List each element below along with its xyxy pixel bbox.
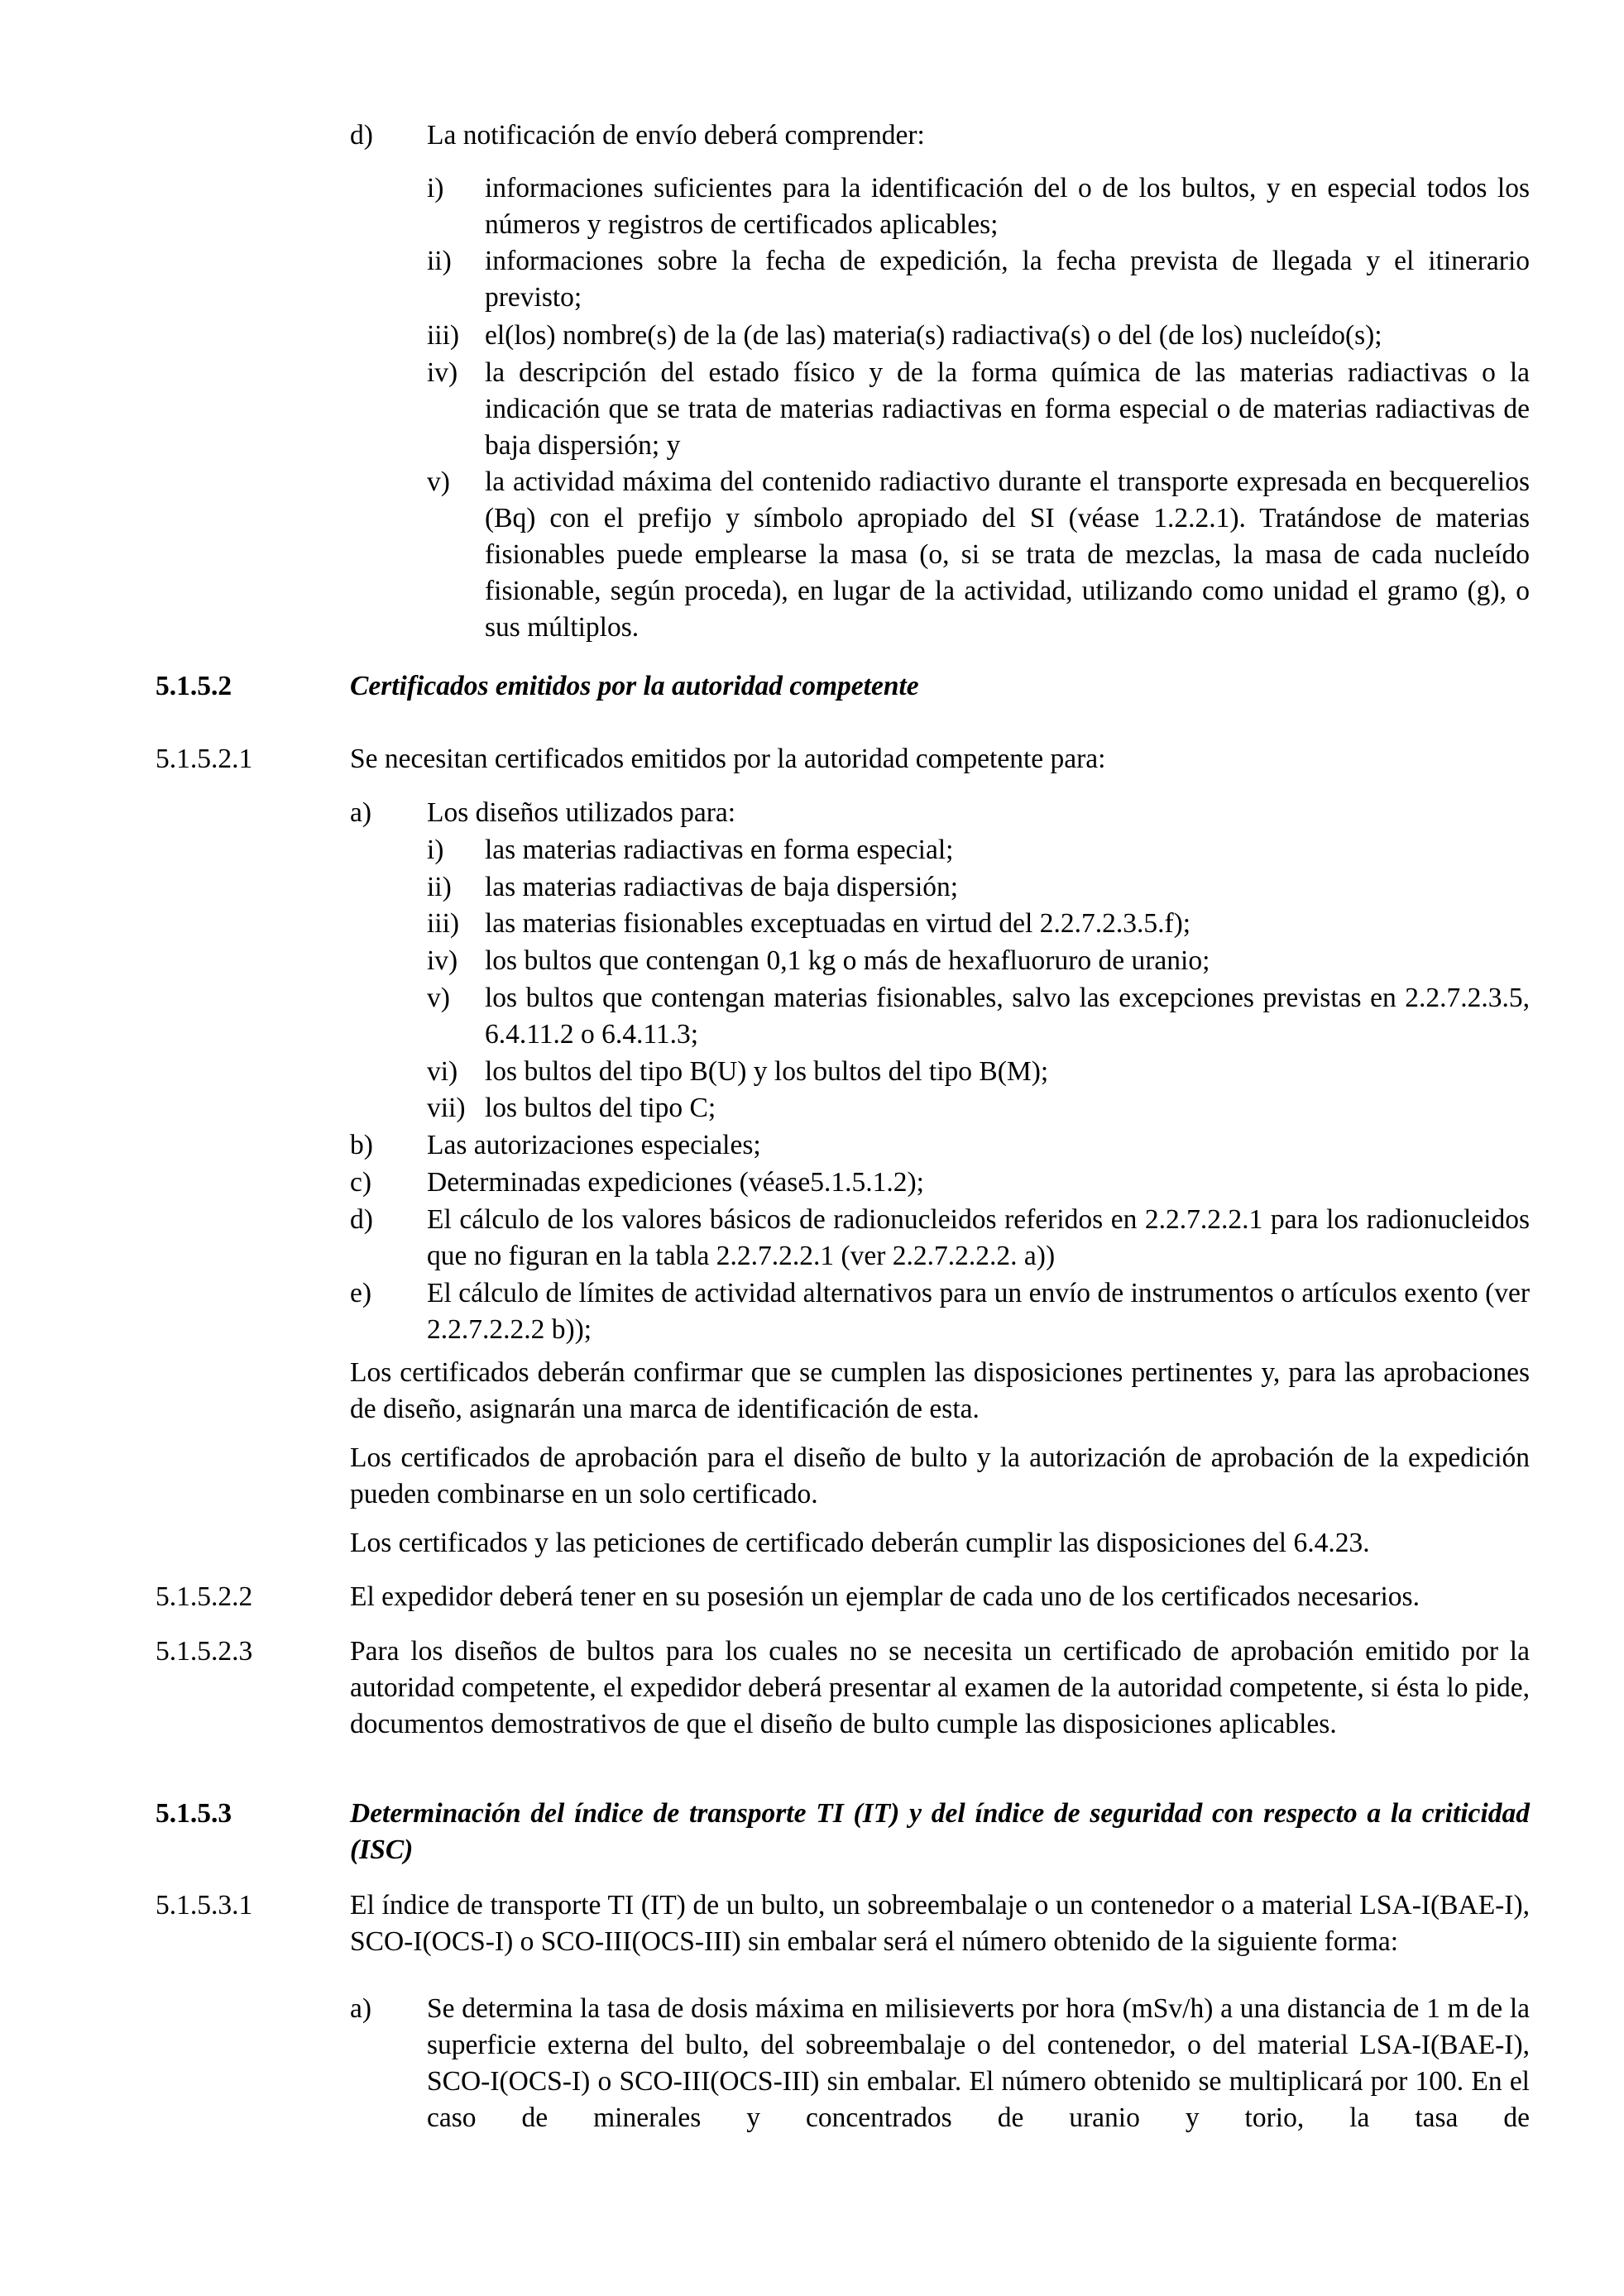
- notification-item-label: v): [427, 466, 450, 497]
- notification-item-text: la actividad máxima del contenido radiactivo durante el transporte expresada en becquerelios (Bq) con el prefijo y símbolo apropiado del SI (véase 1.2.2.1). Tratándose de materias fisionables puede emplearse la masa (o, si se trata de mezclas, la masa de cada nucleído fisionable, según proceda), en lugar de la actividad, utilizando como unidad el gramo (g), o sus múltiplos.: [485, 466, 1530, 643]
- section-title: Determinación del índice de transporte TI (IT) y del índice de seguridad con respecto a la criticidad (ISC): [350, 1798, 1530, 1865]
- subitem-label: iii): [427, 908, 460, 939]
- section-text: El índice de transporte TI (IT) de un bulto, un sobreembalaje o un contenedor o a material LSA-I(BAE-I), SCO-I(OCS-I) o SCO-III(OCS-III) sin embalar será el número obtenido de la siguiente forma:: [350, 1890, 1530, 1957]
- list-text: Las autorizaciones especiales;: [427, 1130, 761, 1160]
- list-label: b): [350, 1130, 373, 1160]
- list-text: El cálculo de límites de actividad alternativos para un envío de instrumentos o artículos exento (ver 2.2.7.2.2.2 b));: [427, 1278, 1530, 1345]
- subitem-text: las materias radiactivas en forma especial;: [485, 835, 954, 865]
- list-label: e): [350, 1278, 372, 1308]
- list-text: Los diseños utilizados para:: [427, 797, 736, 828]
- notification-item-label: iii): [427, 320, 460, 351]
- list-label: a): [350, 797, 372, 828]
- subitem-text: los bultos del tipo C;: [485, 1093, 716, 1123]
- list-label: d): [350, 1204, 373, 1235]
- notification-item-text: informaciones sobre la fecha de expedición, la fecha prevista de llegada y el itinerario previsto;: [485, 246, 1530, 313]
- list-text: El cálculo de los valores básicos de radionucleidos referidos en 2.2.7.2.2.1 para los radionucleidos que no figuran en la tabla 2.2.7.2.2.1 (ver 2.2.7.2.2.2. a)): [427, 1204, 1530, 1271]
- subitem-text: las materias radiactivas de baja dispersión;: [485, 872, 959, 902]
- subitem-label: v): [427, 983, 450, 1013]
- section-text: El expedidor deberá tener en su posesión un ejemplar de cada uno de los certificados necesarios.: [350, 1581, 1420, 1612]
- section-number: 5.1.5.3.1: [156, 1890, 253, 1921]
- list-label: c): [350, 1167, 372, 1198]
- paragraph: Los certificados y las peticiones de certificado deberán cumplir las disposiciones del 6.4.23.: [350, 1528, 1370, 1558]
- list-label: a): [350, 1993, 372, 2024]
- section-title: Certificados emitidos por la autoridad competente: [350, 671, 919, 701]
- subitem-label: i): [427, 835, 444, 865]
- section-number: 5.1.5.2.3: [156, 1636, 253, 1667]
- section-number: 5.1.5.2: [156, 671, 232, 701]
- subitem-label: vii): [427, 1093, 466, 1123]
- notification-label: d): [350, 120, 373, 151]
- subitem-label: iv): [427, 945, 458, 976]
- paragraph: Los certificados de aprobación para el diseño de bulto y la autorización de aprobación de la expedición pueden combinarse en un solo certificado.: [350, 1442, 1530, 1509]
- notification-item-label: iv): [427, 357, 458, 388]
- subitem-text: los bultos del tipo B(U) y los bultos del tipo B(M);: [485, 1056, 1049, 1087]
- paragraph: Los certificados deberán confirmar que se cumplen las disposiciones pertinentes y, para las aprobaciones de diseño, asignarán una marca de identificación de esta.: [350, 1357, 1530, 1424]
- notification-item-label: i): [427, 173, 444, 203]
- section-text: Se necesitan certificados emitidos por la autoridad competente para:: [350, 744, 1106, 774]
- section-number: 5.1.5.2.1: [156, 744, 253, 774]
- subitem-label: vi): [427, 1056, 458, 1087]
- section-number: 5.1.5.2.2: [156, 1581, 253, 1612]
- notification-text: La notificación de envío deberá comprender:: [427, 120, 925, 151]
- notification-item-text: la descripción del estado físico y de la forma química de las materias radiactivas o la indicación que se trata de materias radiactivas en forma especial o de materias radiactivas de baja dispersión; y: [485, 357, 1530, 461]
- subitem-text: los bultos que contengan 0,1 kg o más de hexafluoruro de uranio;: [485, 945, 1210, 976]
- subitem-text: los bultos que contengan materias fisionables, salvo las excepciones previstas en 2.2.7.2.3.5, 6.4.11.2 o 6.4.11.3;: [485, 983, 1530, 1050]
- subitem-text: las materias fisionables exceptuadas en virtud del 2.2.7.2.3.5.f);: [485, 908, 1191, 939]
- notification-item-label: ii): [427, 246, 452, 276]
- list-text: Determinadas expediciones (véase5.1.5.1.2);: [427, 1167, 924, 1198]
- notification-item-text: el(los) nombre(s) de la (de las) materia(s) radiactiva(s) o del (de los) nucleído(s);: [485, 320, 1382, 351]
- list-text: Se determina la tasa de dosis máxima en milisieverts por hora (mSv/h) a una distancia de 1 m de la superficie externa del bulto, del sobreembalaje o del contenedor, o del material LSA-I(BAE-I), SCO-I(OCS-I) o SCO-III(OCS-III) sin embalar. El número obtenido se multiplicará por 100. En el caso de minerales y concentrados de uranio y torio, la tasa de: [427, 1993, 1530, 2133]
- section-text: Para los diseños de bultos para los cuales no se necesita un certificado de aprobación emitido por la autoridad competente, el expedidor deberá presentar al examen de la autoridad competente, si ésta lo pide, documentos demostrativos de que el diseño de bulto cumple las disposiciones aplicables.: [350, 1636, 1530, 1739]
- subitem-label: ii): [427, 872, 452, 902]
- section-number: 5.1.5.3: [156, 1798, 232, 1829]
- notification-item-text: informaciones suficientes para la identificación del o de los bultos, y en especial todos los números y registros de certificados aplicables;: [485, 173, 1530, 240]
